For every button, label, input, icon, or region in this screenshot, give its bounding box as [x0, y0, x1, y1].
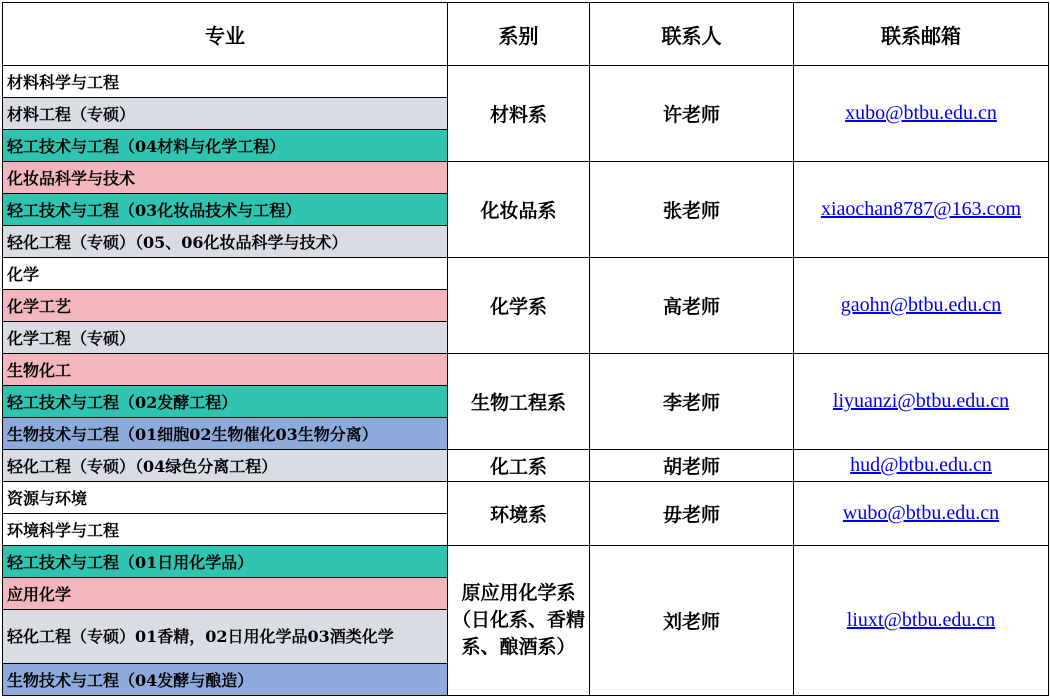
- contact-cell: 许老师: [590, 66, 794, 162]
- contact-cell: 高老师: [590, 258, 794, 354]
- major-cell: 材料科学与工程: [3, 66, 448, 98]
- email-cell: [794, 354, 1049, 450]
- email-link[interactable]: hud@btbu.edu.cn: [850, 454, 992, 476]
- email-cell: [794, 66, 1049, 162]
- contact-cell: 刘老师: [590, 546, 794, 696]
- dept-cell: 环境系: [448, 482, 590, 546]
- major-cell: 轻工技术与工程（04材料与化学工程）: [3, 130, 448, 162]
- email-link[interactable]: gaohn@btbu.edu.cn: [840, 294, 1002, 316]
- contact-cell: 胡老师: [590, 450, 794, 482]
- major-cell: 化学: [3, 258, 448, 290]
- email-cell: [794, 162, 1049, 258]
- email-cell: [794, 546, 1049, 696]
- header-email: 联系邮箱: [794, 3, 1049, 66]
- email-link[interactable]: wubo@btbu.edu.cn: [842, 502, 1000, 524]
- major-cell: 应用化学: [3, 578, 448, 610]
- email-cell: [794, 258, 1049, 354]
- major-cell: 化学工艺: [3, 290, 448, 322]
- dept-cell: 材料系: [448, 66, 590, 162]
- table-row: [3, 258, 1049, 290]
- table-row: [3, 66, 1049, 98]
- header-dept: 系别: [448, 3, 590, 66]
- major-cell: 生物化工: [3, 354, 448, 386]
- major-cell: 轻工技术与工程（02发酵工程）: [3, 386, 448, 418]
- major-cell: 生物技术与工程（01细胞02生物催化03生物分离）: [3, 418, 448, 450]
- table-row: [3, 482, 1049, 514]
- major-cell: 生物技术与工程（04发酵与酿造）: [3, 664, 448, 696]
- dept-cell: 化学系: [448, 258, 590, 354]
- major-cell: 轻工技术与工程（03化妆品技术与工程）: [3, 194, 448, 226]
- dept-cell: 化妆品系: [448, 162, 590, 258]
- table-row: [3, 162, 1049, 194]
- email-cell: [794, 450, 1049, 482]
- major-cell: 化妆品科学与技术: [3, 162, 448, 194]
- table-row: [3, 450, 1049, 482]
- major-cell: 轻化工程（专硕）（05、06化妆品科学与技术）: [3, 226, 448, 258]
- major-cell: 资源与环境: [3, 482, 448, 514]
- contact-table: [2, 2, 1049, 696]
- major-cell: 材料工程（专硕）: [3, 98, 448, 130]
- dept-cell: 生物工程系: [448, 354, 590, 450]
- major-cell: 轻工技术与工程（01日用化学品）: [3, 546, 448, 578]
- major-cell: 化学工程（专硕）: [3, 322, 448, 354]
- table-row: [3, 546, 1049, 578]
- email-link[interactable]: liuxt@btbu.edu.cn: [846, 609, 996, 631]
- email-link[interactable]: xubo@btbu.edu.cn: [845, 102, 997, 124]
- header-major: 专业: [3, 3, 448, 66]
- email-link[interactable]: liyuanzi@btbu.edu.cn: [832, 390, 1010, 412]
- dept-cell: 化工系: [448, 450, 590, 482]
- header-row: [3, 3, 1049, 66]
- contact-cell: 李老师: [590, 354, 794, 450]
- header-contact: 联系人: [590, 3, 794, 66]
- contact-cell: 张老师: [590, 162, 794, 258]
- dept-cell: 原应用化学系（日化系、香精系、酿酒系）: [448, 546, 590, 696]
- contact-cell: 毋老师: [590, 482, 794, 546]
- major-cell: 环境科学与工程: [3, 514, 448, 546]
- table-row: [3, 354, 1049, 386]
- email-link[interactable]: xiaochan8787@163.com: [820, 198, 1022, 220]
- major-cell: 轻化工程（专硕）01香精，02日用化学品03酒类化学: [3, 610, 448, 664]
- major-cell: 轻化工程（专硕）（04绿色分离工程）: [3, 450, 448, 482]
- email-cell: [794, 482, 1049, 546]
